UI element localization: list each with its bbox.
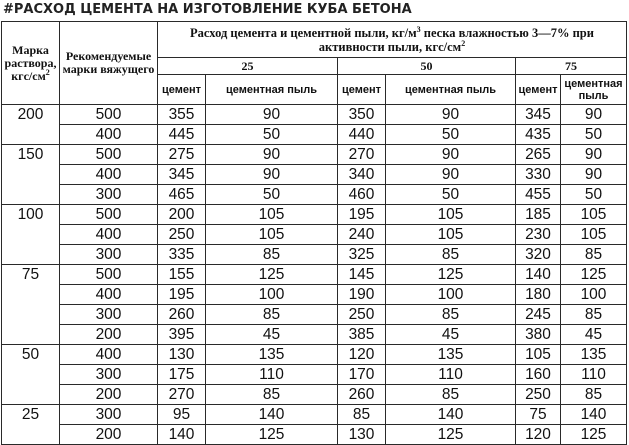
binder-grade-cell: 300 bbox=[60, 305, 158, 325]
cement-value-cell: 440 bbox=[338, 125, 386, 145]
header-cement: цемент bbox=[516, 75, 561, 105]
cement-value-cell: 85 bbox=[338, 405, 386, 425]
cement-dust-value-cell: 105 bbox=[561, 225, 627, 245]
binder-grade-cell: 500 bbox=[60, 105, 158, 125]
table-row bbox=[2, 425, 627, 445]
cement-dust-value-cell: 90 bbox=[206, 145, 338, 165]
cement-value-cell: 185 bbox=[516, 205, 561, 225]
table-row bbox=[2, 125, 627, 145]
cement-value-cell: 250 bbox=[158, 225, 206, 245]
table-row bbox=[2, 185, 627, 205]
cement-value-cell: 345 bbox=[158, 165, 206, 185]
cement-dust-value-cell: 125 bbox=[206, 265, 338, 285]
table-row bbox=[2, 345, 627, 365]
cement-dust-value-cell: 90 bbox=[561, 105, 627, 125]
cement-dust-value-cell: 90 bbox=[561, 165, 627, 185]
cement-dust-value-cell: 110 bbox=[561, 365, 627, 385]
binder-grade-cell: 200 bbox=[60, 325, 158, 345]
cement-value-cell: 120 bbox=[516, 425, 561, 445]
cement-value-cell: 340 bbox=[338, 165, 386, 185]
cement-dust-value-cell: 45 bbox=[386, 325, 516, 345]
table-row bbox=[2, 105, 627, 125]
header-cement: цемент bbox=[158, 75, 206, 105]
cement-value-cell: 250 bbox=[516, 385, 561, 405]
cement-value-cell: 385 bbox=[338, 325, 386, 345]
cement-dust-value-cell: 100 bbox=[561, 285, 627, 305]
cement-dust-value-cell: 50 bbox=[206, 185, 338, 205]
cement-dust-value-cell: 135 bbox=[386, 345, 516, 365]
binder-grade-cell: 400 bbox=[60, 285, 158, 305]
cement-value-cell: 325 bbox=[338, 245, 386, 265]
cement-value-cell: 145 bbox=[338, 265, 386, 285]
cement-value-cell: 395 bbox=[158, 325, 206, 345]
cement-value-cell: 455 bbox=[516, 185, 561, 205]
cement-dust-value-cell: 90 bbox=[206, 165, 338, 185]
mortar-grade-cell: 25 bbox=[2, 405, 60, 445]
binder-grade-cell: 200 bbox=[60, 425, 158, 445]
mortar-grade-cell: 50 bbox=[2, 345, 60, 405]
header-binder-grades: Рекомендуемые марки вяжущего bbox=[60, 22, 158, 105]
table-row bbox=[2, 245, 627, 265]
cement-value-cell: 190 bbox=[338, 285, 386, 305]
cement-dust-value-cell: 50 bbox=[386, 185, 516, 205]
header-activity-50: 50 bbox=[338, 58, 516, 75]
binder-grade-cell: 400 bbox=[60, 165, 158, 185]
binder-grade-cell: 400 bbox=[60, 345, 158, 365]
cement-value-cell: 120 bbox=[338, 345, 386, 365]
cement-value-cell: 180 bbox=[516, 285, 561, 305]
binder-grade-cell: 400 bbox=[60, 225, 158, 245]
cement-dust-value-cell: 85 bbox=[561, 305, 627, 325]
cement-value-cell: 175 bbox=[158, 365, 206, 385]
table-row bbox=[2, 165, 627, 185]
cement-value-cell: 140 bbox=[158, 425, 206, 445]
binder-grade-cell: 500 bbox=[60, 265, 158, 285]
cement-value-cell: 160 bbox=[516, 365, 561, 385]
header-cement: цемент bbox=[338, 75, 386, 105]
cement-dust-value-cell: 85 bbox=[386, 245, 516, 265]
cement-value-cell: 465 bbox=[158, 185, 206, 205]
cement-value-cell: 260 bbox=[158, 305, 206, 325]
cement-value-cell: 75 bbox=[516, 405, 561, 425]
cement-dust-value-cell: 85 bbox=[561, 385, 627, 405]
cement-dust-value-cell: 110 bbox=[386, 365, 516, 385]
cement-dust-value-cell: 90 bbox=[561, 145, 627, 165]
cement-dust-value-cell: 125 bbox=[386, 265, 516, 285]
cement-value-cell: 170 bbox=[338, 365, 386, 385]
cement-value-cell: 320 bbox=[516, 245, 561, 265]
table-row bbox=[2, 205, 627, 225]
cement-dust-value-cell: 90 bbox=[386, 145, 516, 165]
cement-dust-value-cell: 50 bbox=[561, 185, 627, 205]
mortar-grade-cell: 100 bbox=[2, 205, 60, 265]
binder-grade-cell: 300 bbox=[60, 185, 158, 205]
cement-dust-value-cell: 140 bbox=[386, 405, 516, 425]
cement-dust-value-cell: 135 bbox=[561, 345, 627, 365]
cement-value-cell: 140 bbox=[516, 265, 561, 285]
binder-grade-cell: 200 bbox=[60, 385, 158, 405]
mortar-grade-cell: 75 bbox=[2, 265, 60, 345]
binder-grade-cell: 300 bbox=[60, 365, 158, 385]
cement-value-cell: 335 bbox=[158, 245, 206, 265]
cement-dust-value-cell: 90 bbox=[386, 105, 516, 125]
cement-value-cell: 275 bbox=[158, 145, 206, 165]
cement-dust-value-cell: 50 bbox=[561, 125, 627, 145]
cement-value-cell: 240 bbox=[338, 225, 386, 245]
cement-dust-value-cell: 50 bbox=[386, 125, 516, 145]
cement-dust-value-cell: 140 bbox=[206, 405, 338, 425]
cement-value-cell: 350 bbox=[338, 105, 386, 125]
header-cement-dust: цементная пыль bbox=[206, 75, 338, 105]
cement-value-cell: 260 bbox=[338, 385, 386, 405]
cement-value-cell: 195 bbox=[338, 205, 386, 225]
cement-dust-value-cell: 100 bbox=[386, 285, 516, 305]
cement-value-cell: 230 bbox=[516, 225, 561, 245]
header-mortar-grade: Марка раствора, кгс/$см^2$ bbox=[2, 22, 60, 105]
mortar-grade-cell: 200 bbox=[2, 105, 60, 145]
table-row bbox=[2, 385, 627, 405]
page-title: #РАСХОД ЦЕМЕНТА НА ИЗГОТОВЛЕНИЕ КУБА БЕТОНА bbox=[3, 2, 412, 17]
table-row bbox=[2, 365, 627, 385]
binder-grade-cell: 500 bbox=[60, 205, 158, 225]
cement-value-cell: 195 bbox=[158, 285, 206, 305]
cement-dust-value-cell: 135 bbox=[206, 345, 338, 365]
cement-dust-value-cell: 85 bbox=[561, 245, 627, 265]
cement-dust-value-cell: 50 bbox=[206, 125, 338, 145]
cement-value-cell: 270 bbox=[338, 145, 386, 165]
table-row bbox=[2, 265, 627, 285]
cement-value-cell: 270 bbox=[158, 385, 206, 405]
cement-dust-value-cell: 105 bbox=[386, 225, 516, 245]
cement-consumption-table bbox=[1, 21, 627, 445]
cement-value-cell: 250 bbox=[338, 305, 386, 325]
table-row bbox=[2, 305, 627, 325]
table-row bbox=[2, 325, 627, 345]
cement-dust-value-cell: 45 bbox=[561, 325, 627, 345]
cement-dust-value-cell: 105 bbox=[386, 205, 516, 225]
cement-dust-value-cell: 125 bbox=[386, 425, 516, 445]
cement-value-cell: 155 bbox=[158, 265, 206, 285]
cement-dust-value-cell: 85 bbox=[206, 305, 338, 325]
cement-dust-value-cell: 85 bbox=[206, 245, 338, 265]
cement-value-cell: 330 bbox=[516, 165, 561, 185]
cement-value-cell: 95 bbox=[158, 405, 206, 425]
cement-value-cell: 445 bbox=[158, 125, 206, 145]
cement-value-cell: 460 bbox=[338, 185, 386, 205]
cement-dust-value-cell: 85 bbox=[386, 305, 516, 325]
cement-dust-value-cell: 85 bbox=[206, 385, 338, 405]
cement-value-cell: 355 bbox=[158, 105, 206, 125]
cement-dust-value-cell: 125 bbox=[561, 265, 627, 285]
cement-value-cell: 130 bbox=[338, 425, 386, 445]
cement-dust-value-cell: 85 bbox=[386, 385, 516, 405]
cement-value-cell: 105 bbox=[516, 345, 561, 365]
cement-value-cell: 245 bbox=[516, 305, 561, 325]
cement-value-cell: 130 bbox=[158, 345, 206, 365]
table-row bbox=[2, 225, 627, 245]
cement-dust-value-cell: 105 bbox=[561, 205, 627, 225]
binder-grade-cell: 300 bbox=[60, 245, 158, 265]
cement-value-cell: 345 bbox=[516, 105, 561, 125]
cement-dust-value-cell: 105 bbox=[206, 205, 338, 225]
header-cement-dust: цементная пыль bbox=[561, 75, 627, 105]
cement-value-cell: 200 bbox=[158, 205, 206, 225]
cement-dust-value-cell: 45 bbox=[206, 325, 338, 345]
mortar-grade-cell: 150 bbox=[2, 145, 60, 205]
header-activity-25: 25 bbox=[158, 58, 338, 75]
table-row bbox=[2, 145, 627, 165]
cement-value-cell: 435 bbox=[516, 125, 561, 145]
cement-dust-value-cell: 110 bbox=[206, 365, 338, 385]
cement-dust-value-cell: 90 bbox=[206, 105, 338, 125]
binder-grade-cell: 300 bbox=[60, 405, 158, 425]
cement-dust-value-cell: 140 bbox=[561, 405, 627, 425]
binder-grade-cell: 400 bbox=[60, 125, 158, 145]
table-row bbox=[2, 405, 627, 425]
cement-value-cell: 265 bbox=[516, 145, 561, 165]
cement-dust-value-cell: 90 bbox=[386, 165, 516, 185]
header-activity-75: 75 bbox=[516, 58, 627, 75]
cement-value-cell: 380 bbox=[516, 325, 561, 345]
header-cement-dust: цементная пыль bbox=[386, 75, 516, 105]
cement-dust-value-cell: 125 bbox=[206, 425, 338, 445]
cement-dust-value-cell: 125 bbox=[561, 425, 627, 445]
cement-dust-value-cell: 105 bbox=[206, 225, 338, 245]
header-consumption: Расход цемента и цементной пыли, $кг/м^3$ песка влажностью 3—7% при активности пыли, кгс/$см^2$ bbox=[158, 22, 627, 58]
cement-dust-value-cell: 100 bbox=[206, 285, 338, 305]
binder-grade-cell: 500 bbox=[60, 145, 158, 165]
table-row bbox=[2, 285, 627, 305]
